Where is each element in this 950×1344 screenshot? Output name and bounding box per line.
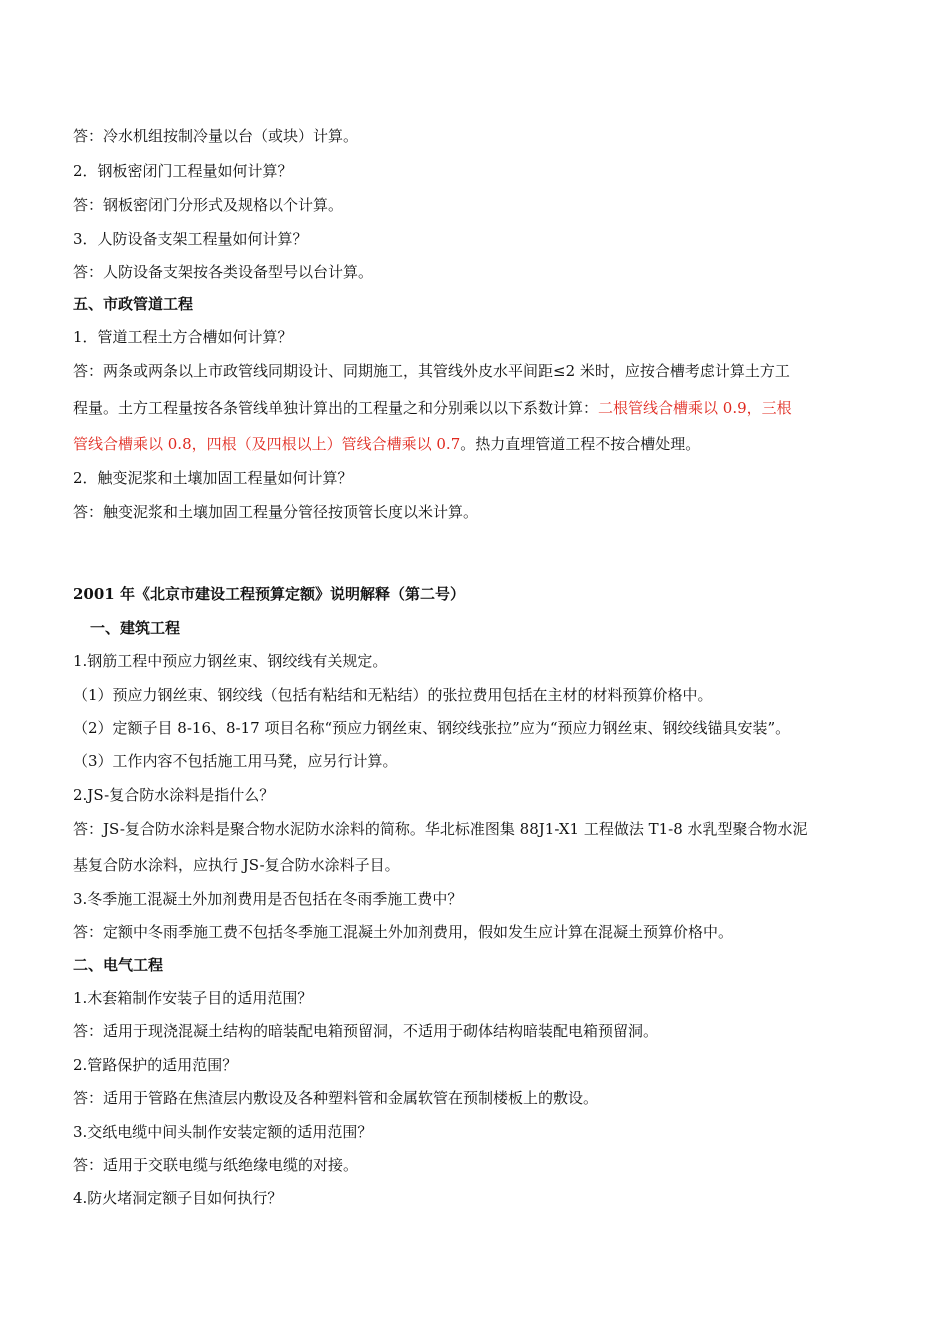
section-heading-electrical: 二、电气工程 xyxy=(73,956,164,974)
document-title-interpretation-2: 2001 年《北京市建设工程预算定额》说明解释（第二号） xyxy=(73,585,465,603)
answer-trench-line-3 xyxy=(73,434,700,454)
answer-winter-admixture: 答：定额中冬雨季施工费不包括冬季施工混凝土外加剂费用，假如发生应计算在混凝土预算价格中。 xyxy=(73,923,734,941)
answer-cable-joint: 答：适用于交联电缆与纸绝缘电缆的对接。 xyxy=(73,1156,359,1174)
question-thixotropic-slurry: 2．触变泥浆和土壤加固工程量如何计算？ xyxy=(73,469,353,487)
section-heading-building: 一、建筑工程 xyxy=(90,619,181,637)
answer-wooden-box: 答：适用于现浇混凝土结构的暗装配电箱预留洞，不适用于砌体结构暗装配电箱预留洞。 xyxy=(73,1022,659,1040)
answer-thixotropic-slurry: 答：触变泥浆和土壤加固工程量分管径按顶管长度以米计算。 xyxy=(73,503,479,521)
answer-js-coating-line-1: 答：JS-复合防水涂料是聚合物水泥防水涂料的简称。华北标准图集 88J1-X1 工程做法 T1-8 水乳型聚合物水泥 xyxy=(73,820,808,838)
answer-trench-line-1: 答：两条或两条以上市政管线同期设计、同期施工，其管线外皮水平间距≤2 米时，应按合槽考虑计算土方工 xyxy=(73,362,790,380)
highlight-coefficient-text: 二根管线合槽乘以 0.9，三根 xyxy=(598,399,792,417)
question-support-frame: 3．人防设备支架工程量如何计算？ xyxy=(73,230,308,248)
answer-steel-door: 答：钢板密闭门分形式及规格以个计算。 xyxy=(73,196,344,214)
answer-trench-line-3-text: 。热力直埋管道工程不按合槽处理。 xyxy=(460,435,701,453)
question-trench-earthwork: 1．管道工程土方合槽如何计算？ xyxy=(73,328,293,346)
subitem-2-item-name: （2）定额子目 8-16、8-17 项目名称“预应力钢丝束、钢绞线张拉”应为“预应力钢丝束、钢绞线锚具安装”。 xyxy=(73,719,791,737)
question-fire-sealing: 4.防火堵洞定额子目如何执行？ xyxy=(73,1189,283,1207)
answer-chiller: 答：冷水机组按制冷量以台（或块）计算。 xyxy=(73,127,359,145)
highlight-coefficient-text: 管线合槽乘以 0.8，四根（及四根以上）管线合槽乘以 0.7 xyxy=(73,435,461,453)
question-pipe-protection: 2.管路保护的适用范围？ xyxy=(73,1056,238,1074)
section-heading-municipal-pipeline: 五、市政管道工程 xyxy=(73,295,194,313)
question-cable-joint: 3.交纸电缆中间头制作安装定额的适用范围？ xyxy=(73,1123,373,1141)
question-steel-door: 2．钢板密闭门工程量如何计算？ xyxy=(73,162,293,180)
subitem-1-tension-cost: （1）预应力钢丝束、钢绞线（包括有粘结和无粘结）的张拉费用包括在主材的材料预算价格中。 xyxy=(73,686,713,704)
question-wooden-box: 1.木套箱制作安装子目的适用范围？ xyxy=(73,989,313,1007)
item-prestressed-steel: 1.钢筋工程中预应力钢丝束、钢绞线有关规定。 xyxy=(73,652,388,670)
answer-js-coating-line-2: 基复合防水涂料，应执行 JS-复合防水涂料子目。 xyxy=(73,856,400,874)
subitem-3-work-scope: （3）工作内容不包括施工用马凳，应另行计算。 xyxy=(73,752,398,770)
answer-trench-line-2 xyxy=(73,398,792,418)
answer-trench-line-2-text: 程量。土方工程量按各条管线单独计算出的工程量之和分别乘以以下系数计算： xyxy=(73,399,599,417)
answer-support-frame: 答：人防设备支架按各类设备型号以台计算。 xyxy=(73,263,374,281)
answer-pipe-protection: 答：适用于管路在焦渣层内敷设及各种塑料管和金属软管在预制楼板上的敷设。 xyxy=(73,1089,599,1107)
question-winter-admixture: 3.冬季施工混凝土外加剂费用是否包括在冬雨季施工费中？ xyxy=(73,890,463,908)
question-js-coating: 2.JS-复合防水涂料是指什么？ xyxy=(73,786,275,804)
